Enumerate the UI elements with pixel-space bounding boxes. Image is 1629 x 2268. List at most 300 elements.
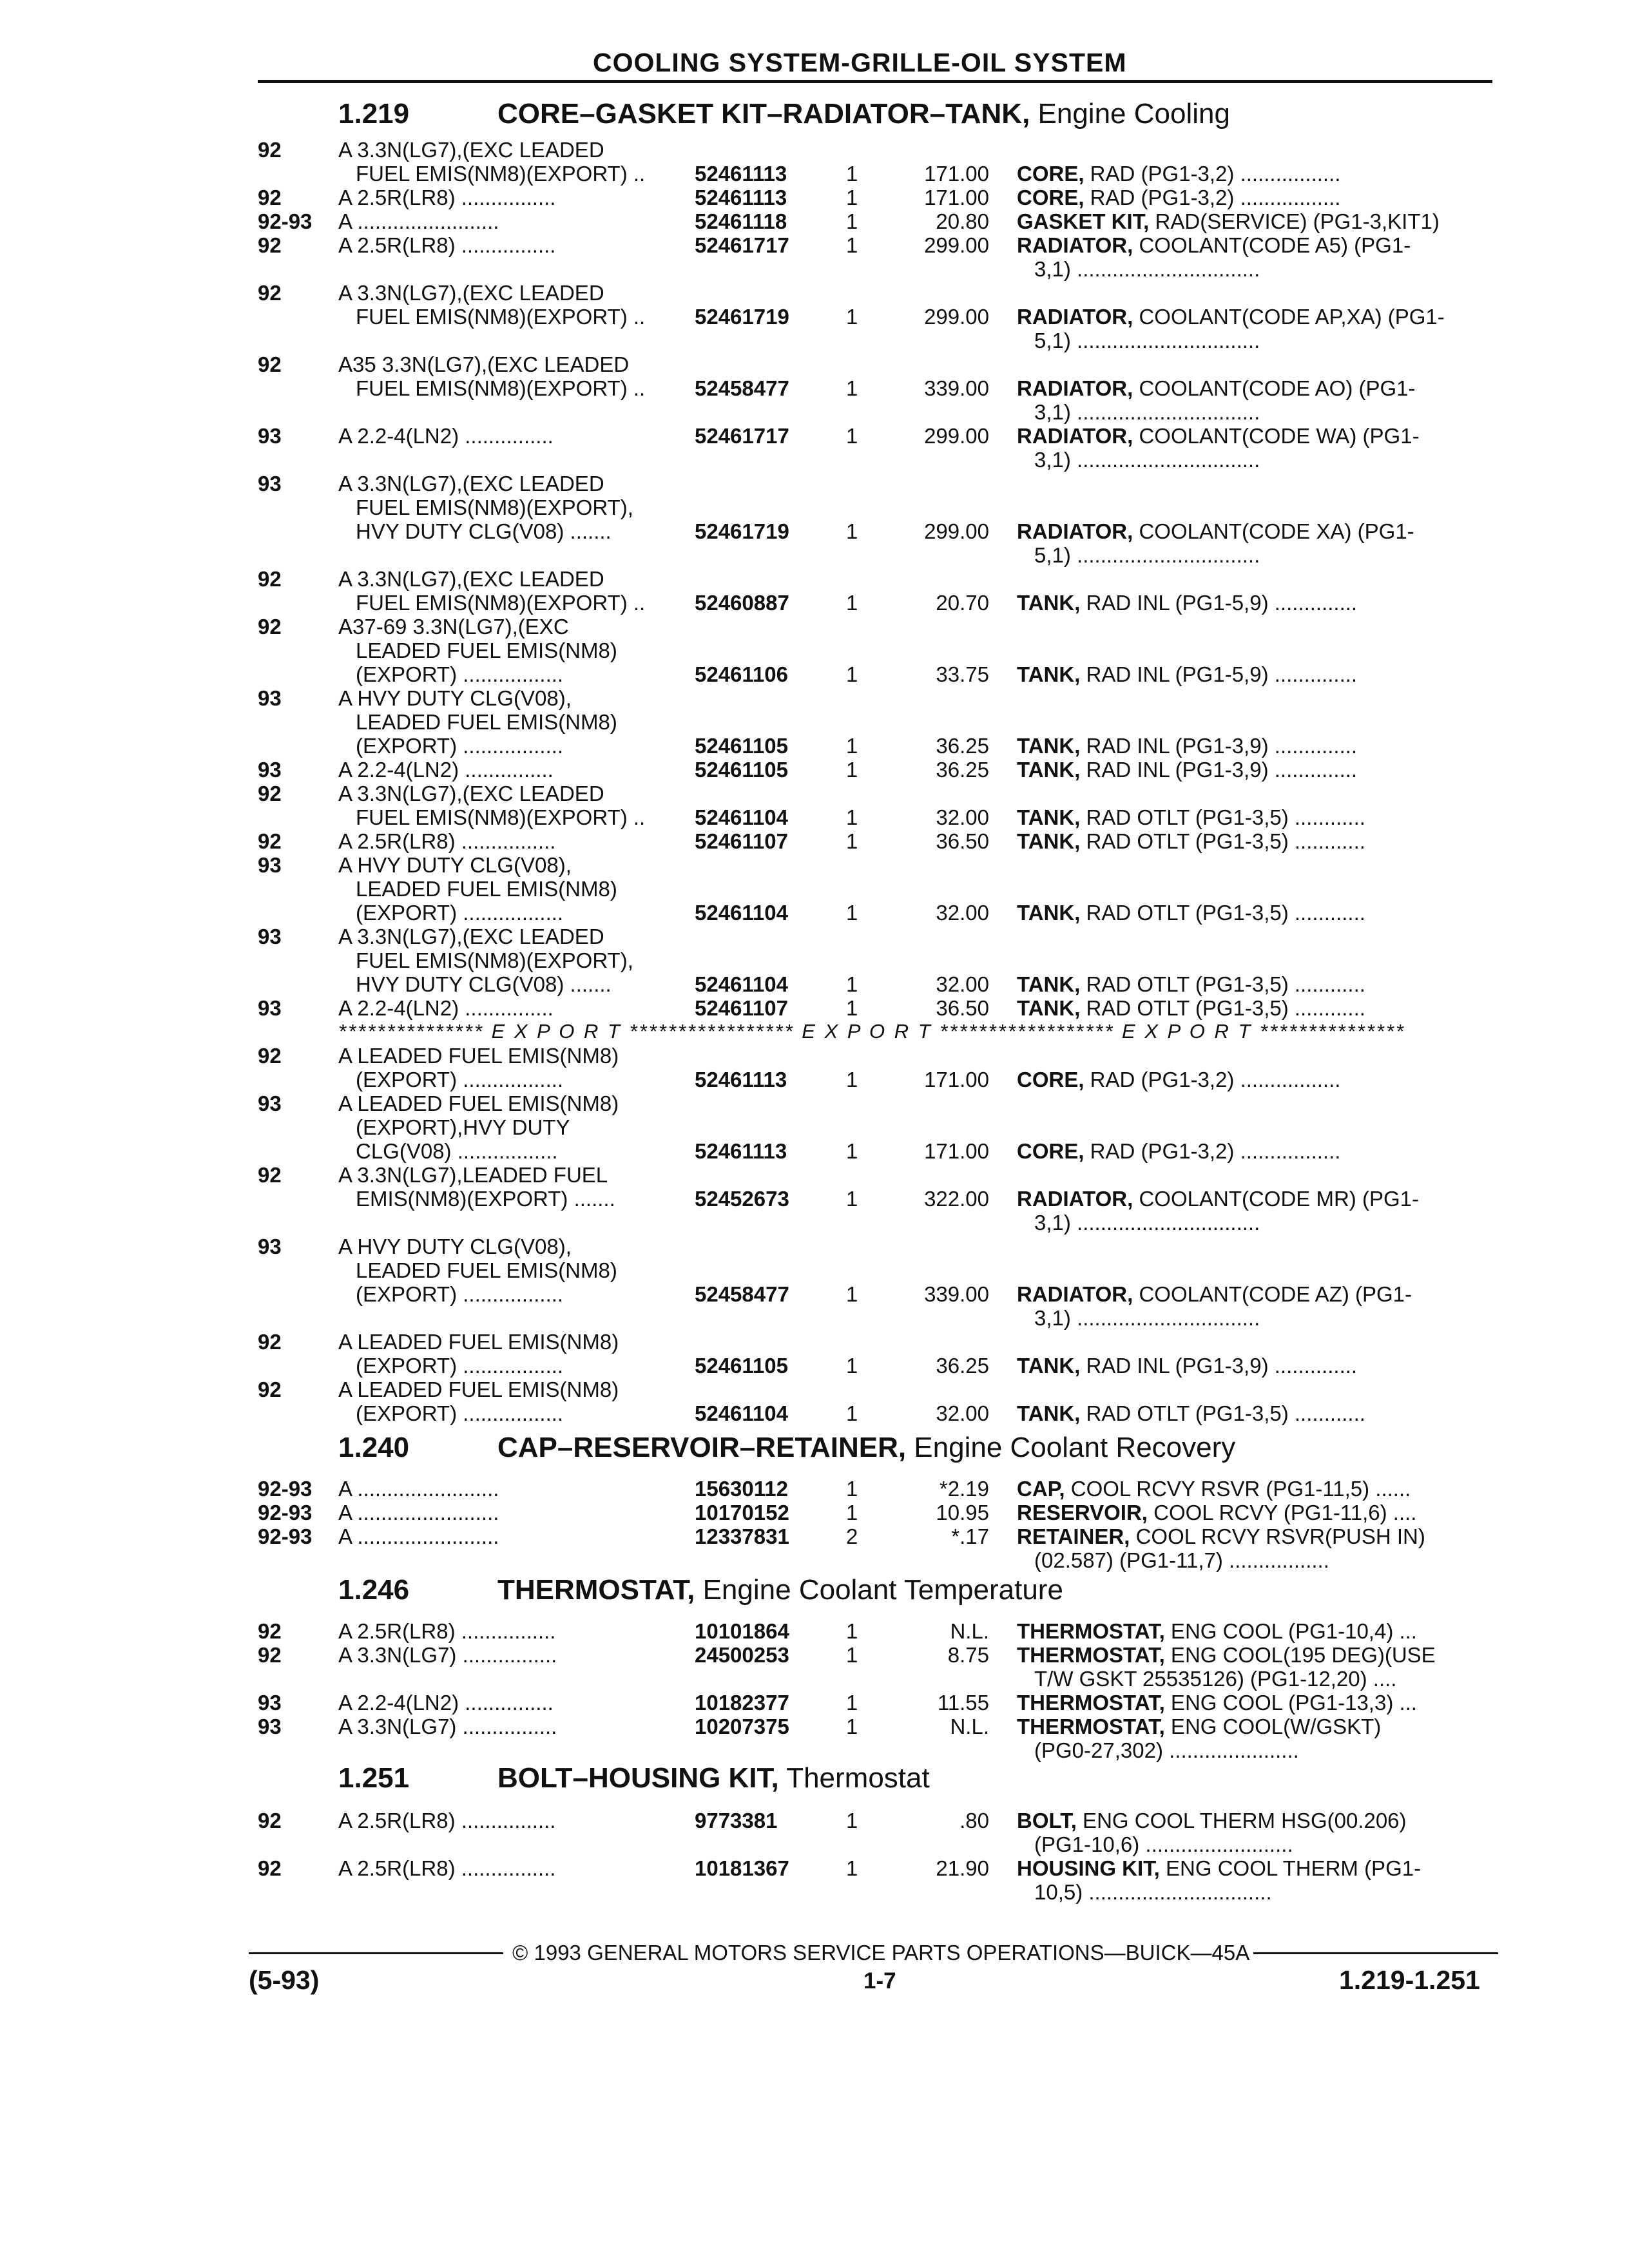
model-year: 93 [258, 472, 282, 495]
part-number: 52461104 [695, 805, 789, 829]
application: A 3.3N(LG7),(EXC LEADED [338, 567, 604, 591]
price: 339.00 [924, 1282, 989, 1306]
application: (EXPORT) ................. [356, 662, 564, 686]
part-line [0, 209, 1629, 235]
application: FUEL EMIS(NM8)(EXPORT) .. [356, 805, 646, 829]
price: 36.50 [936, 829, 989, 853]
part-line [0, 877, 1629, 903]
application: A 2.2-4(LN2) ............... [338, 758, 554, 782]
model-year: 92 [258, 281, 282, 305]
application: A 3.3N(LG7),(EXC LEADED [338, 138, 604, 162]
application: A 3.3N(LG7) ................ [338, 1643, 557, 1667]
group-header-1240 [0, 1432, 1629, 1464]
part-line [0, 1282, 1629, 1308]
price: 339.00 [924, 376, 989, 400]
model-year: 92 [258, 1378, 282, 1401]
application: A 2.5R(LR8) ................ [338, 1619, 556, 1643]
model-year: 92 [258, 1163, 282, 1187]
part-number: 15630112 [695, 1477, 789, 1501]
part-number: 52452673 [695, 1187, 789, 1211]
description: TANK, RAD OTLT (PG1-3,5) ............ [1017, 829, 1365, 853]
description: CAP, COOL RCVY RSVR (PG1-11,5) ...... [1017, 1477, 1411, 1501]
part-line [0, 710, 1629, 736]
part-line [0, 639, 1629, 664]
price: 20.80 [936, 209, 989, 233]
part-line [0, 734, 1629, 760]
model-year: 92 [258, 1809, 282, 1832]
part-line [0, 972, 1629, 998]
description-continued: 3,1) ............................... [1034, 1306, 1260, 1330]
part-line [0, 615, 1629, 640]
description: RADIATOR, COOLANT(CODE WA) (PG1- [1017, 424, 1420, 448]
model-year: 92 [258, 233, 282, 257]
model-year: 93 [258, 1691, 282, 1715]
quantity: 1 [846, 758, 858, 782]
part-line [0, 805, 1629, 831]
quantity: 1 [846, 519, 858, 543]
part-number: 52461719 [695, 305, 789, 329]
model-year: 93 [258, 853, 282, 877]
application: A LEADED FUEL EMIS(NM8) [338, 1378, 619, 1401]
quantity: 1 [846, 734, 858, 758]
description: TANK, RAD OTLT (PG1-3,5) ............ [1017, 1401, 1365, 1425]
part-number: 10101864 [695, 1619, 789, 1643]
group-header-1251 [0, 1762, 1629, 1794]
footer-date: (5-93) [249, 1965, 320, 1995]
quantity: 1 [846, 186, 858, 209]
part-line [0, 1235, 1629, 1260]
application: HVY DUTY CLG(V08) ....... [356, 519, 612, 543]
group-title: THERMOSTAT, Engine Coolant Temperature [497, 1574, 1063, 1606]
description: TANK, RAD INL (PG1-3,9) .............. [1017, 1354, 1358, 1378]
part-line [0, 1139, 1629, 1165]
part-line [0, 138, 1629, 164]
description: THERMOSTAT, ENG COOL(195 DEG)(USE [1017, 1643, 1436, 1667]
part-number: 10182377 [695, 1691, 789, 1715]
group-title: CORE–GASKET KIT–RADIATOR–TANK, Engine Cooling [497, 98, 1230, 130]
quantity: 1 [846, 1282, 858, 1306]
price: *2.19 [939, 1477, 989, 1501]
application: HVY DUTY CLG(V08) ....... [356, 972, 612, 996]
description: CORE, RAD (PG1-3,2) ................. [1017, 186, 1341, 209]
description: RESERVOIR, COOL RCVY (PG1-11,6) .... [1017, 1501, 1417, 1524]
part-number: 52461118 [695, 209, 787, 233]
quantity: 1 [846, 972, 858, 996]
description: THERMOSTAT, ENG COOL (PG1-13,3) ... [1017, 1691, 1417, 1715]
application: A 3.3N(LG7),(EXC LEADED [338, 925, 604, 948]
part-line [0, 1068, 1629, 1093]
price: *.17 [951, 1524, 989, 1548]
part-number: 52461105 [695, 1354, 789, 1378]
part-line [0, 853, 1629, 879]
model-year: 92 [258, 615, 282, 639]
part-line [0, 1809, 1629, 1834]
price: 322.00 [924, 1187, 989, 1211]
quantity: 1 [846, 1187, 858, 1211]
quantity: 2 [846, 1524, 858, 1548]
application: EMIS(NM8)(EXPORT) ....... [356, 1187, 615, 1211]
description: RADIATOR, COOLANT(CODE XA) (PG1- [1017, 519, 1414, 543]
price: 36.25 [936, 758, 989, 782]
application: CLG(V08) ................. [356, 1139, 558, 1163]
application: A ........................ [338, 1524, 499, 1548]
part-number: 52461113 [695, 1068, 787, 1091]
quantity: 1 [846, 1715, 858, 1738]
description-continued: (PG0-27,302) ...................... [1034, 1738, 1299, 1762]
model-year: 93 [258, 1235, 282, 1258]
part-line [0, 948, 1629, 974]
part-line [0, 162, 1629, 187]
description-continued: 5,1) ............................... [1034, 329, 1260, 352]
description: TANK, RAD OTLT (PG1-3,5) ............ [1017, 996, 1365, 1020]
export-divider: *************** E X P O R T ***************** E X P O R T ****************** E X P O R T *************** [338, 1020, 1405, 1043]
description: TANK, RAD INL (PG1-5,9) .............. [1017, 662, 1358, 686]
part-number: 52461107 [695, 996, 789, 1020]
price: 36.25 [936, 734, 989, 758]
part-line [0, 1115, 1629, 1141]
header-rule [258, 80, 1492, 83]
model-year: 93 [258, 758, 282, 782]
quantity: 1 [846, 1501, 858, 1524]
part-line [0, 686, 1629, 712]
quantity: 1 [846, 305, 858, 329]
price: 171.00 [924, 162, 989, 186]
model-year: 92 [258, 352, 282, 376]
application: FUEL EMIS(NM8)(EXPORT) .. [356, 162, 646, 186]
price: 33.75 [936, 662, 989, 686]
part-number: 52461717 [695, 424, 789, 448]
part-line [0, 1715, 1629, 1740]
group-number: 1.240 [338, 1432, 410, 1463]
description: THERMOSTAT, ENG COOL (PG1-10,4) ... [1017, 1619, 1417, 1643]
part-line [0, 1548, 1629, 1574]
model-year: 92 [258, 829, 282, 853]
application: A 2.5R(LR8) ................ [338, 186, 556, 209]
part-line [0, 495, 1629, 521]
part-line [0, 448, 1629, 474]
quantity: 1 [846, 1619, 858, 1643]
model-year: 93 [258, 686, 282, 710]
part-number: 52461113 [695, 162, 787, 186]
application: LEADED FUEL EMIS(NM8) [356, 639, 617, 662]
group-title: CAP–RESERVOIR–RETAINER, Engine Coolant Recovery [497, 1432, 1236, 1463]
application: A35 3.3N(LG7),(EXC LEADED [338, 352, 630, 376]
part-line [0, 424, 1629, 450]
application: A 2.5R(LR8) ................ [338, 233, 556, 257]
description: CORE, RAD (PG1-3,2) ................. [1017, 1139, 1341, 1163]
description: CORE, RAD (PG1-3,2) ................. [1017, 1068, 1341, 1091]
quantity: 1 [846, 209, 858, 233]
part-line [0, 591, 1629, 617]
application: A HVY DUTY CLG(V08), [338, 686, 572, 710]
application: A 2.5R(LR8) ................ [338, 829, 556, 853]
part-line [0, 1643, 1629, 1669]
application: FUEL EMIS(NM8)(EXPORT), [356, 495, 633, 519]
application: A ........................ [338, 1477, 499, 1501]
part-number: 52461104 [695, 972, 789, 996]
application: A 2.2-4(LN2) ............... [338, 424, 554, 448]
part-number: 52460887 [695, 591, 789, 615]
page-title: COOLING SYSTEM-GRILLE-OIL SYSTEM [593, 48, 1127, 77]
description-continued: 3,1) ............................... [1034, 400, 1260, 424]
price: 36.25 [936, 1354, 989, 1378]
part-number: 10170152 [695, 1501, 789, 1524]
part-number: 24500253 [695, 1643, 789, 1667]
quantity: 1 [846, 1691, 858, 1715]
description-continued: 3,1) ............................... [1034, 1211, 1260, 1235]
price: 171.00 [924, 186, 989, 209]
part-line [0, 1163, 1629, 1189]
application: A 3.3N(LG7),(EXC LEADED [338, 281, 604, 305]
price: 171.00 [924, 1139, 989, 1163]
price: 11.55 [937, 1691, 989, 1715]
part-line [0, 1738, 1629, 1764]
model-year: 92-93 [258, 1524, 313, 1548]
description-continued: 3,1) ............................... [1034, 448, 1260, 472]
part-line [0, 472, 1629, 497]
part-number: 52461105 [695, 734, 789, 758]
application: A ........................ [338, 209, 499, 233]
description: TANK, RAD INL (PG1-3,9) .............. [1017, 734, 1358, 758]
application: (EXPORT) ................. [356, 1401, 564, 1425]
description: TANK, RAD OTLT (PG1-3,5) ............ [1017, 901, 1365, 925]
footer-group-range: 1.219-1.251 [1339, 1965, 1480, 1995]
part-line [0, 1354, 1629, 1379]
model-year: 92 [258, 782, 282, 805]
price: 10.95 [936, 1501, 989, 1524]
application: LEADED FUEL EMIS(NM8) [356, 710, 617, 734]
model-year: 92 [258, 1619, 282, 1643]
quantity: 1 [846, 233, 858, 257]
description: THERMOSTAT, ENG COOL(W/GSKT) [1017, 1715, 1382, 1738]
part-line [0, 996, 1629, 1022]
application: (EXPORT) ................. [356, 1354, 564, 1378]
part-number: 52461719 [695, 519, 789, 543]
part-line [0, 901, 1629, 927]
price: 32.00 [936, 1401, 989, 1425]
quantity: 1 [846, 1477, 858, 1501]
part-line [0, 1501, 1629, 1526]
model-year: 92 [258, 1044, 282, 1068]
part-line [0, 1477, 1629, 1503]
part-line [0, 1330, 1629, 1356]
quantity: 1 [846, 805, 858, 829]
part-line [0, 305, 1629, 331]
group-number: 1.246 [338, 1574, 410, 1606]
part-number: 52461104 [695, 901, 789, 925]
part-line [0, 1880, 1629, 1906]
part-number: 12337831 [695, 1524, 789, 1548]
part-number: 52461717 [695, 233, 789, 257]
application: A HVY DUTY CLG(V08), [338, 1235, 572, 1258]
part-number: 52458477 [695, 376, 789, 400]
description-continued: T/W GSKT 25535126) (PG1-12,20) .... [1034, 1667, 1397, 1691]
model-year: 93 [258, 1715, 282, 1738]
description: TANK, RAD INL (PG1-3,9) .............. [1017, 758, 1358, 782]
price: .80 [959, 1809, 989, 1832]
price: 299.00 [924, 233, 989, 257]
part-line [0, 1619, 1629, 1645]
application: LEADED FUEL EMIS(NM8) [356, 1258, 617, 1282]
part-number: 10207375 [695, 1715, 789, 1738]
part-line [0, 400, 1629, 426]
application: A LEADED FUEL EMIS(NM8) [338, 1091, 619, 1115]
part-number: 10181367 [695, 1856, 789, 1880]
price: 299.00 [924, 424, 989, 448]
model-year: 93 [258, 925, 282, 948]
part-number: 52461105 [695, 758, 789, 782]
application: FUEL EMIS(NM8)(EXPORT) .. [356, 305, 646, 329]
model-year: 92-93 [258, 1477, 313, 1501]
group-number: 1.219 [338, 98, 410, 130]
part-number: 52461106 [695, 662, 789, 686]
part-line [0, 1044, 1629, 1070]
quantity: 1 [846, 1068, 858, 1091]
model-year: 92 [258, 1856, 282, 1880]
price: N.L. [950, 1715, 989, 1738]
description: TANK, RAD INL (PG1-5,9) .............. [1017, 591, 1358, 615]
application: A HVY DUTY CLG(V08), [338, 853, 572, 877]
application: A ........................ [338, 1501, 499, 1524]
description: BOLT, ENG COOL THERM HSG(00.206) [1017, 1809, 1407, 1832]
application: FUEL EMIS(NM8)(EXPORT) .. [356, 376, 646, 400]
quantity: 1 [846, 996, 858, 1020]
application: A 3.3N(LG7),LEADED FUEL [338, 1163, 608, 1187]
part-line [0, 1211, 1629, 1236]
application: (EXPORT),HVY DUTY [356, 1115, 570, 1139]
price: 32.00 [936, 901, 989, 925]
part-line [0, 1832, 1629, 1858]
description: TANK, RAD OTLT (PG1-3,5) ............ [1017, 972, 1365, 996]
part-line [0, 519, 1629, 545]
description: RADIATOR, COOLANT(CODE AZ) (PG1- [1017, 1282, 1412, 1306]
description: RADIATOR, COOLANT(CODE A5) (PG1- [1017, 233, 1411, 257]
quantity: 1 [846, 829, 858, 853]
description-continued: 5,1) ............................... [1034, 543, 1260, 567]
quantity: 1 [846, 1856, 858, 1880]
description: TANK, RAD OTLT (PG1-3,5) ............ [1017, 805, 1365, 829]
part-number: 52458477 [695, 1282, 789, 1306]
application: LEADED FUEL EMIS(NM8) [356, 877, 617, 901]
group-title: BOLT–HOUSING KIT, Thermostat [497, 1762, 930, 1794]
part-line [0, 543, 1629, 569]
part-line [0, 186, 1629, 211]
application: A37-69 3.3N(LG7),(EXC [338, 615, 569, 639]
application: FUEL EMIS(NM8)(EXPORT) .. [356, 591, 646, 615]
model-year: 92 [258, 567, 282, 591]
quantity: 1 [846, 591, 858, 615]
model-year: 93 [258, 424, 282, 448]
price: 299.00 [924, 305, 989, 329]
price: 36.50 [936, 996, 989, 1020]
part-number: 52461107 [695, 829, 789, 853]
part-line [0, 1667, 1629, 1693]
application: A 2.5R(LR8) ................ [338, 1856, 556, 1880]
part-line [0, 233, 1629, 259]
footer-rule-left [249, 1952, 503, 1954]
price: 21.90 [936, 1856, 989, 1880]
description-continued: 3,1) ............................... [1034, 257, 1260, 281]
part-line [0, 329, 1629, 354]
part-line [0, 662, 1629, 688]
group-header-1246 [0, 1574, 1629, 1606]
model-year: 92 [258, 1330, 282, 1354]
model-year: 92 [258, 186, 282, 209]
application: A 3.3N(LG7) ................ [338, 1715, 557, 1738]
description: RADIATOR, COOLANT(CODE AO) (PG1- [1017, 376, 1416, 400]
group-header-1219 [0, 98, 1629, 130]
application: A LEADED FUEL EMIS(NM8) [338, 1044, 619, 1068]
footer-page-number: 1-7 [863, 1968, 896, 1994]
model-year: 92 [258, 138, 282, 162]
price: 171.00 [924, 1068, 989, 1091]
footer-copyright: © 1993 GENERAL MOTORS SERVICE PARTS OPERATIONS—BUICK—45A [512, 1941, 1250, 1965]
part-line [0, 1258, 1629, 1284]
price: N.L. [950, 1619, 989, 1643]
description: GASKET KIT, RAD(SERVICE) (PG1-3,KIT1) [1017, 209, 1440, 233]
part-line [0, 567, 1629, 593]
price: 32.00 [936, 972, 989, 996]
part-line [0, 1091, 1629, 1117]
part-line [0, 257, 1629, 283]
part-line [0, 376, 1629, 402]
part-line [0, 1691, 1629, 1716]
part-line [0, 352, 1629, 378]
quantity: 1 [846, 376, 858, 400]
application: (EXPORT) ................. [356, 734, 564, 758]
quantity: 1 [846, 1139, 858, 1163]
model-year: 92-93 [258, 1501, 313, 1524]
application: (EXPORT) ................. [356, 1282, 564, 1306]
model-year: 93 [258, 996, 282, 1020]
part-number: 52461113 [695, 186, 787, 209]
application: A 2.5R(LR8) ................ [338, 1809, 556, 1832]
description: RADIATOR, COOLANT(CODE AP,XA) (PG1- [1017, 305, 1445, 329]
description: RADIATOR, COOLANT(CODE MR) (PG1- [1017, 1187, 1419, 1211]
quantity: 1 [846, 1809, 858, 1832]
part-number: 52461113 [695, 1139, 787, 1163]
part-line [0, 1306, 1629, 1332]
quantity: 1 [846, 1401, 858, 1425]
description-continued: (02.587) (PG1-11,7) ................. [1034, 1548, 1329, 1572]
price: 20.70 [936, 591, 989, 615]
model-year: 92-93 [258, 209, 313, 233]
footer-rule-right [1253, 1952, 1498, 1954]
application: A 3.3N(LG7),(EXC LEADED [338, 782, 604, 805]
quantity: 1 [846, 162, 858, 186]
description: HOUSING KIT, ENG COOL THERM (PG1- [1017, 1856, 1422, 1880]
part-line [0, 281, 1629, 307]
application: A 2.2-4(LN2) ............... [338, 1691, 554, 1715]
part-number: 9773381 [695, 1809, 778, 1832]
part-number: 52461104 [695, 1401, 789, 1425]
quantity: 1 [846, 1354, 858, 1378]
description-continued: (PG1-10,6) ......................... [1034, 1832, 1293, 1856]
part-line [0, 1187, 1629, 1213]
part-line [0, 829, 1629, 855]
application: A 2.2-4(LN2) ............... [338, 996, 554, 1020]
part-line [0, 782, 1629, 807]
price: 8.75 [947, 1643, 989, 1667]
application: FUEL EMIS(NM8)(EXPORT), [356, 948, 633, 972]
application: A 3.3N(LG7),(EXC LEADED [338, 472, 604, 495]
application: A LEADED FUEL EMIS(NM8) [338, 1330, 619, 1354]
part-line [0, 758, 1629, 783]
quantity: 1 [846, 424, 858, 448]
application: (EXPORT) ................. [356, 901, 564, 925]
description: CORE, RAD (PG1-3,2) ................. [1017, 162, 1341, 186]
description: RETAINER, COOL RCVY RSVR(PUSH IN) [1017, 1524, 1425, 1548]
